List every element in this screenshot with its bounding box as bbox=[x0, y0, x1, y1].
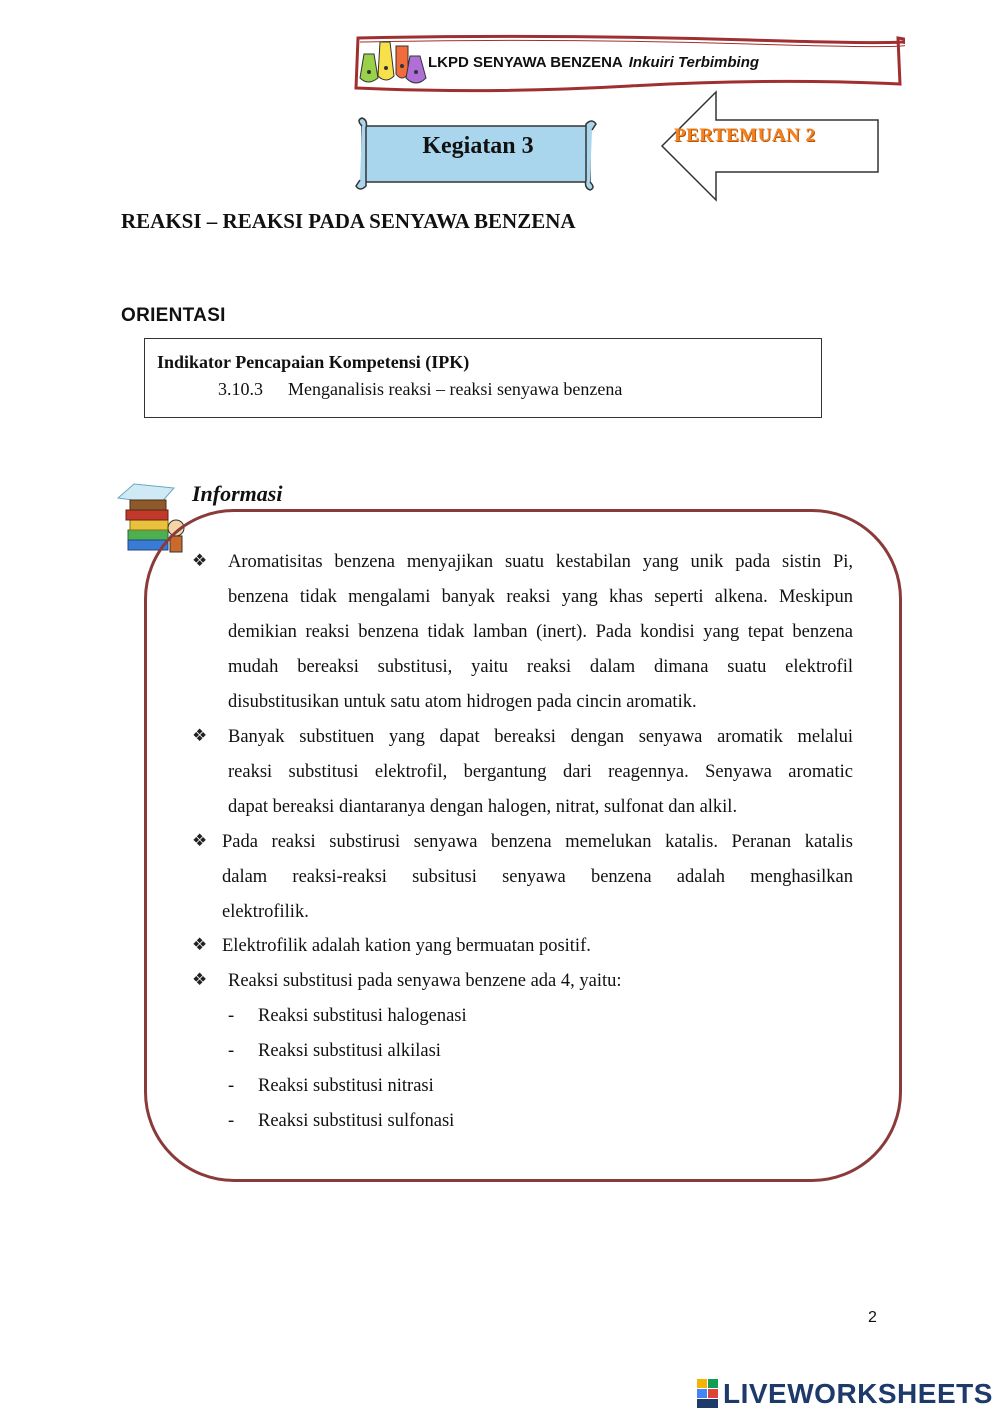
section-label: ORIENTASI bbox=[121, 305, 226, 326]
bullet-1-line-4: mudah bereaksi substitusi, yaitu reaksi dalam dimana suatu elektrofil bbox=[228, 657, 853, 677]
banner-subtitle: Inkuiri Terbimbing bbox=[628, 54, 760, 71]
sub-item-alkilasi: Reaksi substitusi alkilasi bbox=[258, 1041, 441, 1061]
bullet-1-line-1: Aromatisitas benzena menyajikan suatu kestabilan yang unik pada sistin Pi, bbox=[228, 552, 853, 572]
bullet-icon: ❖ bbox=[192, 551, 208, 570]
bullet-3-line-2: dalam reaksi-reaksi subsitusi senyawa benzena adalah menghasilkan bbox=[222, 867, 853, 887]
bullet-icon: ❖ bbox=[192, 970, 208, 989]
bullet-5-line-1: Reaksi substitusi pada senyawa benzene ada 4, yaitu: bbox=[228, 971, 622, 991]
ipk-description: Menganalisis reaksi – reaksi senyawa benzena bbox=[288, 379, 623, 399]
meeting-label: PERTEMUAN 2 bbox=[674, 125, 816, 146]
bullet-3-line-3: elektrofilik. bbox=[222, 902, 309, 922]
liveworksheets-logo bbox=[697, 1377, 993, 1411]
bullet-2-line-2: reaksi substitusi elektrofil, bergantung dari reagennya. Senyawa aromatic bbox=[228, 762, 853, 782]
bullet-icon: ❖ bbox=[192, 831, 208, 850]
live-badge-icon bbox=[697, 1379, 719, 1409]
banner-title: LKPD SENYAWA BENZENA Inkuiri Terbimbing bbox=[428, 54, 760, 71]
bullet-1-line-3: demikian reaksi benzena tidak lamban (inert). Pada kondisi yang tepat benzena bbox=[228, 622, 853, 642]
dash-icon: - bbox=[228, 1111, 235, 1131]
sub-item-nitrasi: Reaksi substitusi nitrasi bbox=[258, 1076, 434, 1096]
bullet-1-line-2: benzena tidak mengalami banyak reaksi yang khas seperti alkena. Meskipun bbox=[228, 587, 853, 607]
page-title: REAKSI – REAKSI PADA SENYAWA BENZENA bbox=[121, 209, 576, 233]
ipk-box bbox=[144, 338, 822, 418]
dash-icon: - bbox=[228, 1006, 235, 1026]
bullet-1-line-5: disubstitusikan untuk satu atom hidrogen pada cincin aromatik. bbox=[228, 692, 697, 712]
bullet-4-line-1: Elektrofilik adalah kation yang bermuatan positif. bbox=[222, 936, 591, 956]
activity-title: Kegiatan 3 bbox=[422, 133, 534, 159]
dash-icon: - bbox=[228, 1076, 235, 1096]
page-number: 2 bbox=[868, 1309, 877, 1326]
ipk-title: Indikator Pencapaian Kompetensi (IPK) bbox=[157, 352, 470, 372]
bullet-3-line-1: Pada reaksi substirusi senyawa benzena memelukan katalis. Peranan katalis bbox=[222, 832, 853, 852]
bullet-2-line-3: dapat bereaksi diantaranya dengan halogen, nitrat, sulfonat dan alkil. bbox=[228, 797, 738, 817]
ipk-code: 3.10.3 bbox=[218, 379, 263, 399]
bullet-icon: ❖ bbox=[192, 935, 208, 954]
sub-item-sulfonasi: Reaksi substitusi sulfonasi bbox=[258, 1111, 455, 1131]
bullet-2-line-1: Banyak substituen yang dapat bereaksi dengan senyawa aromatik melalui bbox=[228, 727, 853, 747]
info-title: Informasi bbox=[192, 481, 283, 506]
dash-icon: - bbox=[228, 1041, 235, 1061]
sub-item-halogenasi: Reaksi substitusi halogenasi bbox=[258, 1006, 467, 1026]
bullet-icon: ❖ bbox=[192, 726, 208, 745]
liveworksheets-text: LIVEWORKSHEETS bbox=[723, 1378, 993, 1409]
